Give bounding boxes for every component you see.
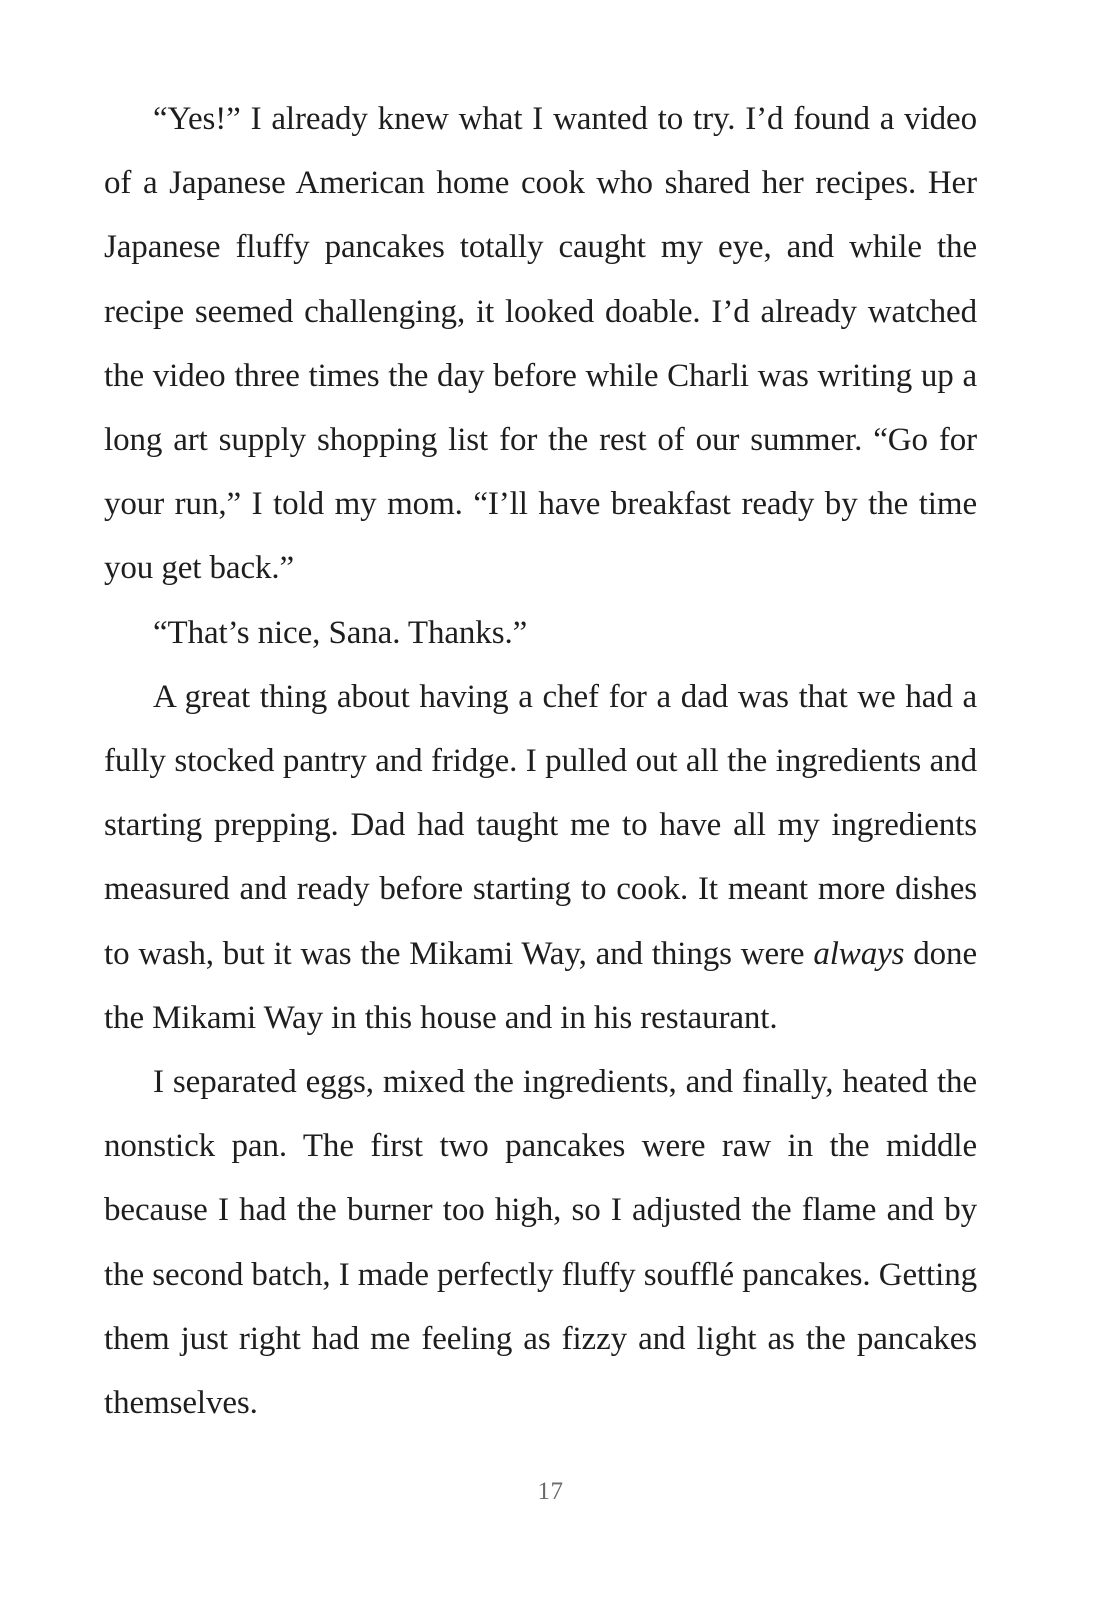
paragraph-chef-dad [104,665,977,1050]
paragraph-thanks [104,601,977,665]
paragraph-text: I separated eggs, mixed the ingredients, and finally, heated the nonstick pan. The first two pancakes were raw in the middle because I had the burner too high, so I adjusted the flame and by the second batch, I made perfectly fluffy soufflé pancakes. Getting them just right had me feeling as fizzy and light as the pancakes themselves. [104,1064,977,1422]
paragraph-text: “That’s nice, Sana. Thanks.” [153,614,528,651]
paragraph-text: “Yes!” I already knew what I wanted to try. I’d found a video of a Japanese American home cook who shared her recipes. Her Japanese fluffy pancakes totally caught my eye, and while the recipe seemed challenging, it looked doable. I’d already watched the video three times the day before while Charli was writing up a long art supply shopping list for the rest of our summer. “Go for your run,” I told my mom. “I’ll have breakfast ready by the time you get back.” [104,101,977,587]
body-text [104,87,977,1435]
paragraph-text: done the Mikami Way in this house and in his restaurant. [104,935,977,1036]
page-number: 17 [537,1478,564,1505]
paragraph-pancakes [104,1050,977,1435]
paragraph-yes [104,87,977,601]
emphasis-always: always [813,935,905,972]
paragraph-text: A great thing about having a chef for a dad was that we had a fully stocked pantry and fridge. I pulled out all the ingredients and starting prepping. Dad had taught me to have all my ingredients measured and ready before starting to cook. It meant more dishes to wash, but it was the Mikami Way, and things were [104,678,977,972]
